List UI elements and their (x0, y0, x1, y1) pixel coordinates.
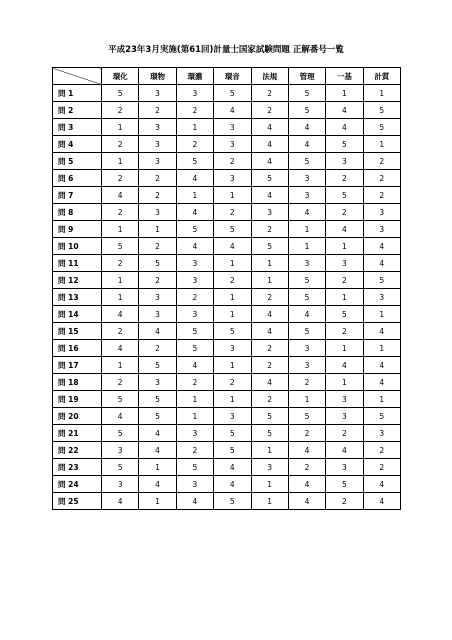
table-row (53, 170, 401, 187)
answer-cell: 1 (326, 85, 363, 102)
answer-cell: 2 (251, 391, 288, 408)
answer-cell: 2 (214, 272, 251, 289)
answer-cell: 4 (363, 323, 400, 340)
answer-cell: 4 (288, 119, 325, 136)
answer-cell: 1 (326, 340, 363, 357)
answer-cell: 5 (214, 221, 251, 238)
answer-cell: 4 (214, 238, 251, 255)
answer-cell: 5 (288, 102, 325, 119)
answer-cell: 4 (139, 442, 176, 459)
answer-cell: 5 (288, 153, 325, 170)
table-row (53, 323, 401, 340)
row-header: 問 5 (53, 153, 102, 170)
answer-cell: 2 (363, 170, 400, 187)
answer-cell: 2 (102, 255, 139, 272)
answer-cell: 2 (326, 323, 363, 340)
answer-cell: 1 (102, 357, 139, 374)
answer-cell: 4 (176, 170, 213, 187)
answer-cell: 5 (102, 85, 139, 102)
answer-cell: 2 (326, 272, 363, 289)
table-row (53, 238, 401, 255)
answer-cell: 2 (326, 425, 363, 442)
answer-cell: 4 (288, 204, 325, 221)
answer-cell: 5 (363, 119, 400, 136)
answer-cell: 4 (102, 187, 139, 204)
answer-cell: 2 (214, 153, 251, 170)
answer-cell: 3 (139, 85, 176, 102)
column-header: 計質 (363, 68, 400, 85)
row-header: 問 8 (53, 204, 102, 221)
answer-cell: 3 (363, 289, 400, 306)
answer-cell: 4 (251, 119, 288, 136)
answer-cell: 3 (326, 255, 363, 272)
answer-cell: 1 (251, 476, 288, 493)
answer-cell: 2 (251, 357, 288, 374)
answer-cell: 3 (288, 255, 325, 272)
answer-cell: 4 (326, 442, 363, 459)
answer-cell: 2 (102, 170, 139, 187)
answer-cell: 1 (176, 408, 213, 425)
answer-cell: 3 (176, 476, 213, 493)
answer-cell: 5 (176, 153, 213, 170)
table-row (53, 119, 401, 136)
answer-cell: 1 (288, 238, 325, 255)
row-header: 問 12 (53, 272, 102, 289)
answer-cell: 2 (214, 374, 251, 391)
answer-cell: 3 (363, 221, 400, 238)
answer-cell: 1 (214, 306, 251, 323)
answer-cell: 2 (139, 340, 176, 357)
answer-cell: 2 (176, 289, 213, 306)
answer-cell: 1 (363, 340, 400, 357)
answer-cell: 5 (139, 255, 176, 272)
answer-cell: 1 (176, 119, 213, 136)
answer-cell: 4 (363, 493, 400, 510)
answer-cell: 5 (176, 323, 213, 340)
answer-cell: 1 (176, 187, 213, 204)
answer-cell: 3 (139, 153, 176, 170)
column-header: 管理 (288, 68, 325, 85)
table-row (53, 493, 401, 510)
answer-cell: 3 (326, 391, 363, 408)
answer-cell: 1 (363, 306, 400, 323)
answer-cell: 1 (102, 153, 139, 170)
row-header: 問 6 (53, 170, 102, 187)
answer-cell: 5 (251, 408, 288, 425)
row-header: 問 15 (53, 323, 102, 340)
answer-cell: 1 (139, 221, 176, 238)
answer-cell: 1 (251, 493, 288, 510)
answer-cell: 3 (176, 306, 213, 323)
answer-cell: 4 (139, 425, 176, 442)
answer-cell: 2 (288, 459, 325, 476)
table-row (53, 289, 401, 306)
answer-cell: 2 (102, 102, 139, 119)
column-header: 環化 (102, 68, 139, 85)
answer-cell: 1 (251, 442, 288, 459)
answer-cell: 2 (214, 204, 251, 221)
answer-cell: 3 (363, 425, 400, 442)
answer-table (52, 67, 401, 510)
table-row (53, 374, 401, 391)
answer-cell: 2 (326, 493, 363, 510)
answer-cell: 3 (326, 459, 363, 476)
answer-cell: 4 (288, 136, 325, 153)
answer-cell: 5 (102, 238, 139, 255)
answer-cell: 2 (176, 374, 213, 391)
answer-cell: 1 (288, 391, 325, 408)
answer-cell: 4 (326, 221, 363, 238)
row-header: 問 19 (53, 391, 102, 408)
answer-cell: 4 (363, 476, 400, 493)
row-header: 問 21 (53, 425, 102, 442)
answer-cell: 1 (139, 459, 176, 476)
answer-cell: 4 (288, 442, 325, 459)
answer-cell: 2 (326, 204, 363, 221)
answer-cell: 3 (363, 204, 400, 221)
answer-cell: 4 (251, 136, 288, 153)
row-header: 問 23 (53, 459, 102, 476)
column-header: 環物 (139, 68, 176, 85)
row-header: 問 1 (53, 85, 102, 102)
answer-cell: 5 (214, 425, 251, 442)
table-body (53, 85, 401, 510)
row-header: 問 18 (53, 374, 102, 391)
answer-cell: 1 (251, 272, 288, 289)
answer-cell: 5 (288, 323, 325, 340)
table-row (53, 442, 401, 459)
table-row (53, 306, 401, 323)
page-title: 平成23年3月実施(第61回)計量士国家試験問題 正解番号一覧 (108, 45, 344, 55)
column-header: 法規 (251, 68, 288, 85)
answer-cell: 2 (176, 102, 213, 119)
row-header: 問 3 (53, 119, 102, 136)
answer-cell: 5 (102, 425, 139, 442)
table-row (53, 204, 401, 221)
answer-cell: 3 (251, 204, 288, 221)
table-row (53, 391, 401, 408)
answer-cell: 4 (251, 306, 288, 323)
answer-cell: 2 (102, 323, 139, 340)
answer-cell: 3 (214, 119, 251, 136)
answer-cell: 5 (176, 221, 213, 238)
answer-cell: 3 (214, 340, 251, 357)
answer-cell: 2 (176, 136, 213, 153)
answer-cell: 1 (363, 136, 400, 153)
answer-cell: 5 (214, 323, 251, 340)
row-header: 問 16 (53, 340, 102, 357)
table-row (53, 459, 401, 476)
answer-cell: 4 (251, 187, 288, 204)
column-header: 環音 (214, 68, 251, 85)
row-header: 問 17 (53, 357, 102, 374)
answer-cell: 4 (363, 357, 400, 374)
answer-cell: 1 (139, 493, 176, 510)
table-row (53, 85, 401, 102)
row-header: 問 14 (53, 306, 102, 323)
answer-cell: 2 (288, 425, 325, 442)
answer-cell: 5 (139, 408, 176, 425)
answer-cell: 2 (102, 136, 139, 153)
answer-cell: 4 (214, 102, 251, 119)
answer-cell: 5 (139, 357, 176, 374)
answer-cell: 4 (102, 493, 139, 510)
answer-cell: 2 (251, 289, 288, 306)
table-row (53, 255, 401, 272)
answer-cell: 5 (102, 391, 139, 408)
row-header: 問 25 (53, 493, 102, 510)
answer-cell: 1 (176, 391, 213, 408)
answer-cell: 2 (363, 442, 400, 459)
answer-cell: 3 (288, 357, 325, 374)
answer-cell: 4 (363, 238, 400, 255)
answer-cell: 1 (102, 119, 139, 136)
table-row (53, 272, 401, 289)
answer-cell: 2 (363, 187, 400, 204)
answer-cell: 5 (363, 272, 400, 289)
answer-cell: 5 (326, 306, 363, 323)
row-header: 問 20 (53, 408, 102, 425)
answer-cell: 1 (214, 357, 251, 374)
answer-cell: 4 (102, 408, 139, 425)
answer-cell: 3 (176, 272, 213, 289)
answer-cell: 3 (251, 459, 288, 476)
answer-cell: 3 (139, 306, 176, 323)
answer-cell: 3 (176, 425, 213, 442)
answer-cell: 2 (363, 459, 400, 476)
answer-cell: 5 (176, 459, 213, 476)
answer-cell: 5 (288, 289, 325, 306)
row-header: 問 24 (53, 476, 102, 493)
answer-cell: 5 (251, 425, 288, 442)
answer-cell: 4 (251, 323, 288, 340)
answer-cell: 5 (288, 408, 325, 425)
table-row (53, 153, 401, 170)
answer-cell: 1 (326, 289, 363, 306)
answer-cell: 2 (102, 204, 139, 221)
answer-cell: 4 (288, 306, 325, 323)
answer-cell: 4 (176, 493, 213, 510)
answer-cell: 1 (288, 221, 325, 238)
table-row (53, 221, 401, 238)
answer-cell: 3 (139, 136, 176, 153)
answer-cell: 3 (139, 289, 176, 306)
answer-cell: 1 (363, 85, 400, 102)
row-header: 問 2 (53, 102, 102, 119)
answer-cell: 2 (139, 102, 176, 119)
answer-cell: 2 (288, 374, 325, 391)
row-header: 問 7 (53, 187, 102, 204)
answer-cell: 4 (139, 476, 176, 493)
answer-cell: 4 (176, 204, 213, 221)
answer-cell: 2 (251, 340, 288, 357)
answer-cell: 4 (214, 459, 251, 476)
answer-cell: 2 (139, 170, 176, 187)
answer-cell: 1 (102, 221, 139, 238)
answer-cell: 3 (176, 85, 213, 102)
row-header: 問 11 (53, 255, 102, 272)
answer-cell: 5 (214, 493, 251, 510)
answer-cell: 1 (214, 187, 251, 204)
answer-cell: 5 (363, 408, 400, 425)
header-row (53, 68, 401, 85)
table-row (53, 102, 401, 119)
answer-cell: 1 (251, 255, 288, 272)
answer-cell: 5 (326, 187, 363, 204)
row-header: 問 4 (53, 136, 102, 153)
answer-cell: 4 (288, 476, 325, 493)
answer-cell: 3 (326, 153, 363, 170)
answer-cell: 2 (363, 153, 400, 170)
answer-cell: 3 (139, 119, 176, 136)
answer-cell: 5 (214, 85, 251, 102)
answer-cell: 3 (176, 255, 213, 272)
answer-cell: 4 (102, 306, 139, 323)
answer-cell: 1 (214, 289, 251, 306)
answer-cell: 4 (214, 476, 251, 493)
answer-cell: 5 (288, 85, 325, 102)
column-header: 環濃 (176, 68, 213, 85)
answer-cell: 4 (326, 119, 363, 136)
answer-cell: 4 (176, 238, 213, 255)
row-header: 問 9 (53, 221, 102, 238)
answer-cell: 5 (326, 476, 363, 493)
answer-cell: 3 (288, 340, 325, 357)
answer-cell: 3 (214, 408, 251, 425)
answer-cell: 1 (102, 272, 139, 289)
table-row (53, 340, 401, 357)
answer-cell: 4 (363, 255, 400, 272)
answer-cell: 4 (251, 374, 288, 391)
answer-cell: 4 (251, 153, 288, 170)
answer-cell: 1 (363, 391, 400, 408)
answer-cell: 2 (176, 442, 213, 459)
answer-cell: 2 (139, 272, 176, 289)
answer-cell: 1 (214, 391, 251, 408)
answer-cell: 3 (214, 170, 251, 187)
answer-cell: 1 (326, 238, 363, 255)
answer-cell: 2 (251, 102, 288, 119)
row-header: 問 10 (53, 238, 102, 255)
table-row (53, 425, 401, 442)
answer-cell: 5 (251, 170, 288, 187)
answer-cell: 2 (139, 187, 176, 204)
table-row (53, 408, 401, 425)
answer-cell: 2 (102, 374, 139, 391)
answer-cell: 2 (326, 170, 363, 187)
answer-cell: 4 (139, 323, 176, 340)
table-row (53, 476, 401, 493)
answer-cell: 1 (326, 374, 363, 391)
answer-cell: 3 (288, 187, 325, 204)
answer-cell: 5 (102, 459, 139, 476)
answer-cell: 3 (139, 204, 176, 221)
answer-cell: 2 (251, 85, 288, 102)
answer-cell: 5 (288, 272, 325, 289)
table-row (53, 187, 401, 204)
answer-cell: 4 (176, 357, 213, 374)
answer-cell: 2 (251, 221, 288, 238)
answer-cell: 5 (214, 442, 251, 459)
table-row (53, 136, 401, 153)
row-header: 問 22 (53, 442, 102, 459)
answer-cell: 5 (251, 238, 288, 255)
answer-cell: 5 (176, 340, 213, 357)
answer-cell: 4 (288, 493, 325, 510)
answer-cell: 3 (139, 374, 176, 391)
answer-cell: 4 (363, 374, 400, 391)
answer-cell: 3 (326, 408, 363, 425)
answer-cell: 3 (102, 442, 139, 459)
answer-cell: 3 (288, 170, 325, 187)
answer-cell: 1 (214, 255, 251, 272)
answer-cell: 4 (326, 357, 363, 374)
answer-cell: 1 (102, 289, 139, 306)
column-header: 一基 (326, 68, 363, 85)
corner-cell (53, 68, 102, 85)
answer-cell: 5 (363, 102, 400, 119)
answer-cell: 4 (102, 340, 139, 357)
row-header: 問 13 (53, 289, 102, 306)
answer-cell: 3 (214, 136, 251, 153)
answer-cell: 2 (139, 238, 176, 255)
answer-cell: 5 (326, 136, 363, 153)
answer-cell: 3 (102, 476, 139, 493)
answer-cell: 4 (326, 102, 363, 119)
table-row (53, 357, 401, 374)
answer-cell: 5 (139, 391, 176, 408)
